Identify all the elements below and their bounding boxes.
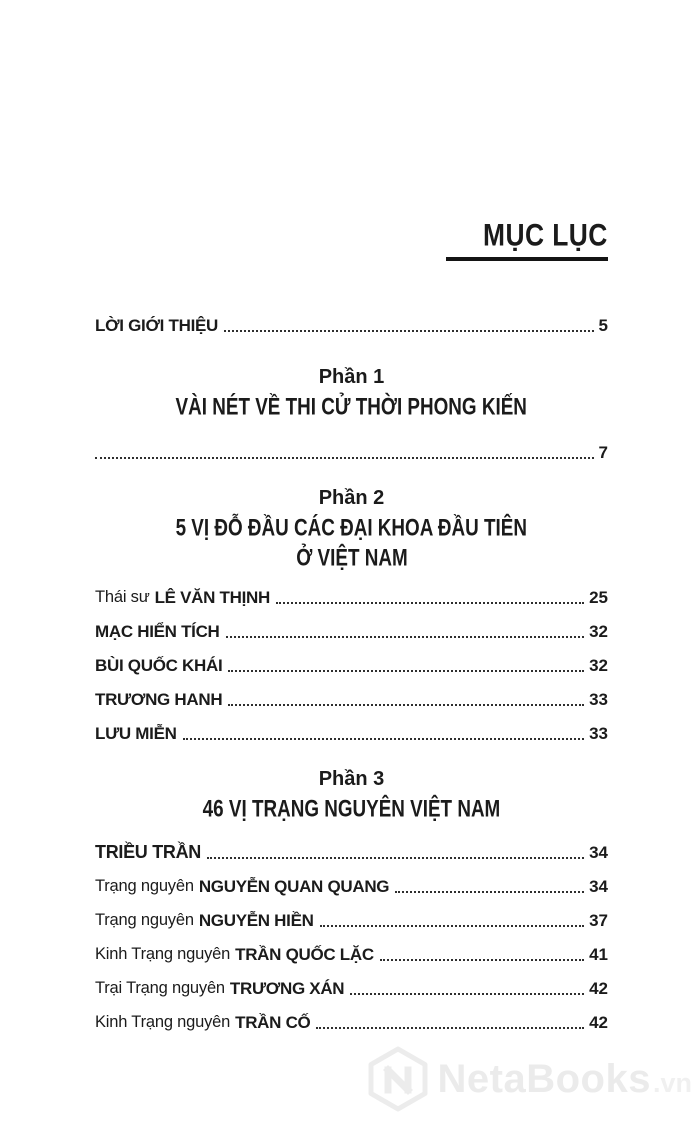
part-heading: Phần 3 xyxy=(318,768,385,790)
part-title xyxy=(95,513,608,573)
toc-row xyxy=(95,689,608,710)
toc-entry-prefix: Trạng nguyên xyxy=(95,877,194,895)
toc-entry-prefix: Trạng nguyên xyxy=(95,911,194,929)
watermark-text xyxy=(438,1057,692,1102)
toc-entry-prefix: Trại Trạng nguyên xyxy=(95,979,225,997)
dot-leader xyxy=(228,704,584,706)
toc-content xyxy=(95,0,608,1033)
part-title-line: VÀI NÉT VỀ THI CỬ THỜI PHONG KIẾN xyxy=(175,392,528,420)
page-number: 33 xyxy=(589,724,608,743)
toc-row xyxy=(95,621,608,642)
toc-row xyxy=(95,876,608,897)
toc-entry-label: TRẦN QUỐC LẶC xyxy=(235,945,374,964)
toc-entry-label: TRẦN CỐ xyxy=(235,1013,311,1032)
dot-leader xyxy=(380,959,584,961)
dot-leader xyxy=(316,1027,584,1029)
toc-entry-label: NGUYỄN HIỀN xyxy=(198,911,314,930)
page-title: MỤC LỤC xyxy=(483,218,608,253)
dot-leader xyxy=(224,330,594,332)
part-heading: Phần 1 xyxy=(318,366,385,388)
toc-entry-prefix: Kinh Trạng nguyên xyxy=(95,1013,231,1031)
page-number: 42 xyxy=(589,979,608,998)
dot-leader xyxy=(95,457,594,459)
dot-leader xyxy=(395,891,584,893)
toc-entry-label: TRƯƠNG HANH xyxy=(95,690,223,709)
toc-row-part1-page xyxy=(95,442,608,463)
dot-leader xyxy=(183,738,584,740)
toc-row-intro xyxy=(95,315,608,336)
watermark-tld: .vn xyxy=(652,1067,692,1098)
title-underline xyxy=(446,220,608,261)
part-title xyxy=(95,794,608,824)
dot-leader xyxy=(228,670,584,672)
page-number: 37 xyxy=(589,911,608,930)
page-number: 34 xyxy=(589,877,608,896)
part-title-line: 46 VỊ TRẠNG NGUYÊN VIỆT NAM xyxy=(202,794,501,822)
page-number: 33 xyxy=(589,690,608,709)
page-number: 25 xyxy=(589,588,608,607)
hexagon-n-logo-icon xyxy=(367,1046,429,1112)
page-number: 5 xyxy=(598,316,608,335)
toc-entry-label: LỜI GIỚI THIỆU xyxy=(95,316,219,335)
toc-entry-label: LÊ VĂN THỊNH xyxy=(154,588,270,607)
toc-row xyxy=(95,587,608,608)
page-number: 7 xyxy=(598,443,608,462)
dot-leader xyxy=(276,602,584,604)
section-part-2 xyxy=(95,487,608,744)
netabooks-watermark xyxy=(367,1046,692,1112)
toc-row xyxy=(95,978,608,999)
page-number: 41 xyxy=(589,945,608,964)
toc-row xyxy=(95,723,608,744)
part-title-line: Ở VIỆT NAM xyxy=(295,543,408,571)
page-number: 32 xyxy=(589,656,608,675)
part-title-line: 5 VỊ ĐỖ ĐẦU CÁC ĐẠI KHOA ĐẦU TIÊN xyxy=(175,513,528,541)
toc-row-dynasty xyxy=(95,842,608,863)
toc-entry-label: LƯU MIỄN xyxy=(95,724,177,743)
dot-leader xyxy=(320,925,584,927)
dot-leader xyxy=(207,857,584,859)
dot-leader xyxy=(350,993,584,995)
toc-row xyxy=(95,910,608,931)
toc-entry-label: NGUYỄN QUAN QUANG xyxy=(198,877,390,896)
toc-row xyxy=(95,655,608,676)
page-title-block xyxy=(95,220,608,261)
toc-entry-prefix: Thái sư xyxy=(95,588,150,606)
section-part-1 xyxy=(95,366,608,463)
page-number: 42 xyxy=(589,1013,608,1032)
part-title xyxy=(95,392,608,422)
toc-row xyxy=(95,1012,608,1033)
toc-entry-label: TRIỀU TRẦN xyxy=(95,842,201,862)
section-part-3 xyxy=(95,768,608,1033)
watermark-brand: NetaBooks xyxy=(437,1056,651,1101)
toc-entry-label: TRƯƠNG XÁN xyxy=(229,979,345,998)
part-heading: Phần 2 xyxy=(318,487,385,509)
toc-entry-label: BÙI QUỐC KHÁI xyxy=(95,656,223,675)
toc-entry-label: MẠC HIỂN TÍCH xyxy=(95,622,220,641)
toc-entry-prefix: Kinh Trạng nguyên xyxy=(95,945,231,963)
page-number: 32 xyxy=(589,622,608,641)
toc-row xyxy=(95,944,608,965)
page-number: 34 xyxy=(589,843,608,862)
dot-leader xyxy=(226,636,585,638)
